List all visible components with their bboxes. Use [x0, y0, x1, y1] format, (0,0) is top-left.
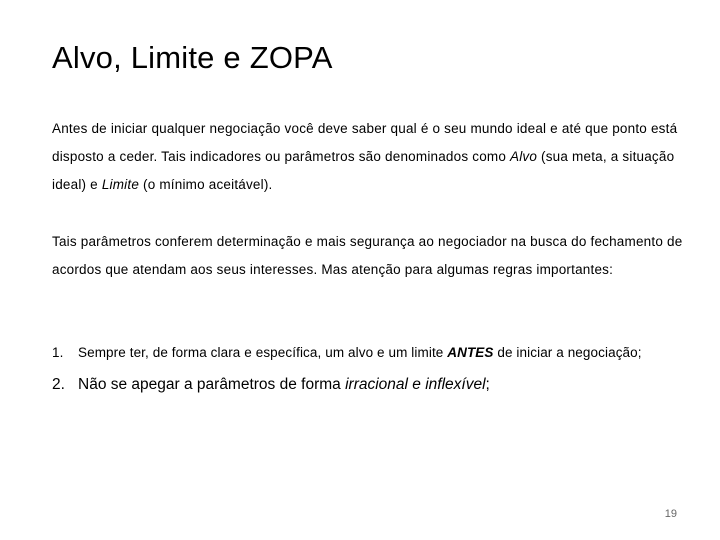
rule-text-b: de iniciar a negociação; — [493, 345, 642, 360]
rule-number: 2. — [52, 376, 65, 393]
term-limite: Limite — [101, 177, 140, 192]
parameters-paragraph: Tais parâmetros conferem determinação e mais segurança ao negociador na busca do fechamento de acordos que atendam aos seus interesses. Mas atenção para algumas regras importantes: — [52, 234, 683, 277]
rule-emphasis: ANTES — [447, 345, 494, 360]
slide-title: Alvo, Limite e ZOPA — [52, 40, 333, 75]
intro-paragraph — [52, 115, 692, 199]
intro-text-a: Antes de iniciar qualquer negociação você deve saber qual é o seu mundo ideal e até que ponto está disposto a ceder. Tais indicadores ou parâmetros são denominados como — [52, 121, 678, 164]
rule-text-b: ; — [485, 376, 490, 393]
term-alvo: Alvo — [510, 149, 538, 164]
rule-emphasis: irracional e inflexível — [345, 376, 486, 393]
rule-item-1 — [52, 345, 642, 360]
rule-item-2 — [52, 376, 490, 394]
rule-text-a: Sempre ter, de forma clara e específica, um alvo e um limite — [78, 345, 448, 360]
rule-number: 1. — [52, 345, 64, 360]
page-number: 19 — [664, 508, 677, 520]
intro-text-b: (sua meta, a situação ideal) e — [52, 149, 675, 192]
rule-text-a: Não se apegar a parâmetros de forma — [78, 376, 346, 393]
intro-text-c: (o mínimo aceitável). — [139, 177, 273, 192]
